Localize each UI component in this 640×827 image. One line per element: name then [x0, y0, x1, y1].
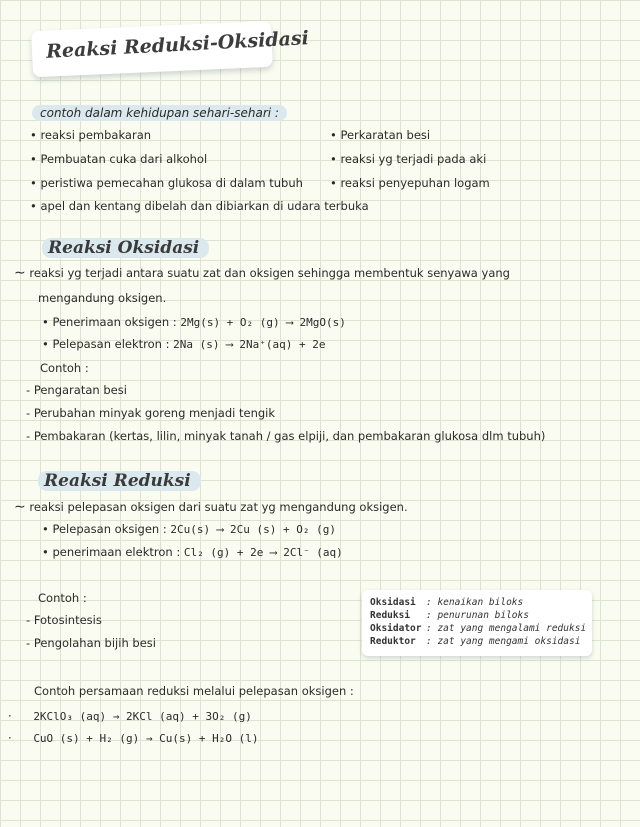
legend-row — [370, 636, 580, 647]
point-equation: 2Mg(s) + O₂ (g) ⟶ 2MgO(s) — [180, 316, 346, 329]
tilde-bullet-icon: ∼ — [14, 265, 26, 281]
oksidasi-definition — [14, 265, 510, 281]
list-item: • Perkaratan besi — [330, 128, 431, 142]
list-item-text: reaksi yg terjadi pada aki — [340, 152, 487, 166]
example-item: - Perubahan minyak goreng menjadi tengik — [26, 406, 276, 420]
oksidasi-point: • Penerimaan oksigen : 2Mg(s) + O₂ (g) ⟶ 2MgO(s) — [42, 315, 346, 329]
example-text: Pengolahan bijih besi — [33, 636, 156, 650]
equation-item: · CuO (s) + H₂ (g) → Cu(s) + H₂O (l) — [8, 731, 259, 745]
example-text: Pembakaran (kertas, lilin, minyak tanah / gas elpiji, dan pembakaran glukosa dlm tubuh) — [33, 429, 546, 443]
list-item: • Pembuatan cuka dari alkohol — [30, 152, 208, 166]
list-item: • reaksi penyepuhan logam — [330, 176, 490, 190]
equation-item: · 2KClO₃ (aq) → 2KCl (aq) + 3O₂ (g) — [8, 709, 252, 723]
list-item-text: Perkaratan besi — [340, 128, 431, 142]
example-text: Pengaratan besi — [33, 383, 127, 397]
list-item-text: Pembuatan cuka dari alkohol — [40, 152, 208, 166]
example-item: - Pembakaran (kertas, lilin, minyak tanah / gas elpiji, dan pembakaran glukosa dlm tubuh) — [26, 429, 546, 443]
list-item-text: reaksi pembakaran — [40, 128, 152, 142]
legend-row — [370, 623, 586, 634]
examples-label: Contoh : — [40, 361, 89, 375]
examples-label: Contoh : — [38, 591, 87, 605]
page-title: Reaksi Reduksi-Oksidasi — [45, 27, 310, 63]
example-text: Perubahan minyak goreng menjadi tengik — [33, 406, 276, 420]
example-text: Fotosintesis — [33, 613, 102, 627]
list-item: • apel dan kentang dibelah dan dibiarkan di udara terbuka — [30, 199, 369, 213]
legend-term: Reduksi — [370, 610, 411, 621]
reduksi-point: • penerimaan elektron : Cl₂ (g) + 2e ⟶ 2Cl⁻ (aq) — [42, 545, 343, 559]
point-label: Pelepasan elektron : — [52, 337, 170, 351]
list-item-text: peristiwa pemecahan glukosa di dalam tubuh — [40, 176, 303, 190]
equation-text: 2KClO₃ (aq) → 2KCl (aq) + 3O₂ (g) — [33, 710, 252, 723]
list-item: • reaksi pembakaran — [30, 128, 152, 142]
point-label: Penerimaan oksigen : — [52, 315, 177, 329]
list-item: • peristiwa pemecahan glukosa di dalam tubuh — [30, 176, 303, 190]
point-label: Pelepasan oksigen : — [52, 522, 167, 536]
point-equation: 2Na (s) ⟶ 2Na⁺(aq) + 2e — [173, 338, 326, 351]
tilde-bullet-icon: ∼ — [14, 499, 26, 515]
release-examples-heading: Contoh persamaan reduksi melalui pelepasan oksigen : — [34, 684, 354, 698]
legend-row — [370, 597, 523, 608]
legend-row — [370, 610, 529, 621]
example-item: - Fotosintesis — [26, 613, 102, 627]
definition-line: reaksi yg terjadi antara suatu zat dan oksigen sehingga membentuk senyawa yang — [29, 266, 510, 280]
reduksi-heading: Reaksi Reduksi — [38, 471, 201, 491]
definition-line: mengandung oksigen. — [38, 291, 167, 305]
legend-term: Oksidasi — [370, 597, 416, 608]
point-label: penerimaan elektron : — [52, 545, 181, 559]
list-item-text: apel dan kentang dibelah dan dibiarkan di udara terbuka — [40, 199, 369, 213]
intro-heading: contoh dalam kehidupan sehari-sehari : — [32, 105, 287, 121]
definition-line: reaksi pelepasan oksigen dari suatu zat yg mengandung oksigen. — [29, 500, 408, 514]
legend-term: Reduktor — [370, 636, 416, 647]
equation-text: CuO (s) + H₂ (g) → Cu(s) + H₂O (l) — [33, 732, 259, 745]
reduksi-point: • Pelepasan oksigen : 2Cu(s) ⟶ 2Cu (s) + O₂ (g) — [42, 522, 336, 536]
list-item: • reaksi yg terjadi pada aki — [330, 152, 487, 166]
list-item-text: reaksi penyepuhan logam — [340, 176, 490, 190]
legend-term: Oksidator — [370, 623, 422, 634]
legend-meaning: : zat yang mengalami reduksi — [426, 623, 587, 634]
reduksi-definition — [14, 499, 408, 515]
legend-meaning: : penurunan biloks — [426, 610, 529, 621]
legend-meaning: : kenaikan biloks — [426, 597, 524, 608]
example-item: - Pengolahan bijih besi — [26, 636, 156, 650]
point-equation: Cl₂ (g) + 2e ⟶ 2Cl⁻ (aq) — [183, 546, 343, 559]
legend-meaning: : zat yang mengami oksidasi — [426, 636, 581, 647]
example-item: - Pengaratan besi — [26, 383, 127, 397]
oksidasi-point: • Pelepasan elektron : 2Na (s) ⟶ 2Na⁺(aq) + 2e — [42, 337, 326, 351]
oksidasi-heading: Reaksi Oksidasi — [42, 238, 209, 258]
point-equation: 2Cu(s) ⟶ 2Cu (s) + O₂ (g) — [170, 523, 336, 536]
